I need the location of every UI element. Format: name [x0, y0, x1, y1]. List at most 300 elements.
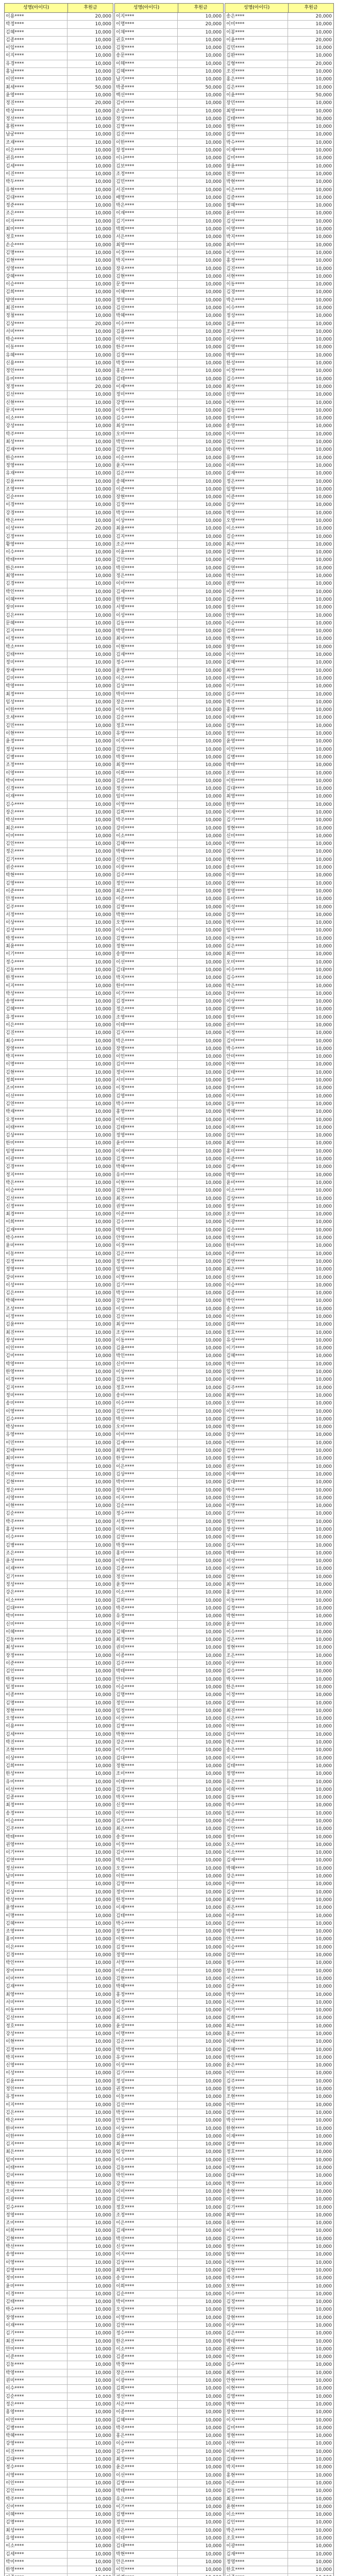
donation-amount: 10,000: [315, 2244, 332, 2250]
table-row: [225, 1487, 333, 1495]
donation-amount: 10,000: [315, 2078, 332, 2084]
table-row: [5, 2464, 113, 2471]
table-row: [5, 1116, 113, 1124]
donor-name: 장미****: [5, 1968, 68, 1975]
donor-name: 강성****: [5, 2030, 68, 2038]
donor-name: 김영****: [5, 880, 68, 887]
donation-amount: 10,000: [95, 1779, 111, 1785]
donor-name: 김재****: [115, 1439, 178, 1447]
donor-name: 김희****: [225, 628, 288, 635]
donation-amount: 10,000: [95, 1866, 111, 1871]
donation-amount: 10,000: [95, 2425, 111, 2431]
donation-amount: 10,000: [315, 2567, 332, 2573]
table-row: [225, 746, 333, 754]
donor-name: 이혜****: [5, 596, 68, 603]
donor-name: 김경****: [225, 289, 288, 296]
donation-amount: 10,000: [315, 510, 332, 516]
donation-amount: 10,000: [95, 2189, 111, 2194]
donation-amount: 10,000: [205, 1550, 222, 1556]
donor-name: 윤성****: [5, 1557, 68, 1565]
table-row: [115, 738, 223, 745]
donation-amount: 10,000: [315, 565, 332, 571]
table-row: [115, 809, 223, 817]
donation-amount: 10,000: [205, 1346, 222, 1351]
donation-amount: 10,000: [95, 802, 111, 807]
table-row: [225, 131, 333, 139]
table-row: [115, 1416, 223, 1423]
table-row: [5, 1865, 113, 1873]
table-row: [5, 13, 113, 21]
donor-name: 박수****: [115, 1100, 178, 1108]
table-row: [225, 565, 333, 572]
donor-name: 서영****: [225, 675, 288, 682]
donor-name: 홍은****: [225, 76, 288, 83]
table-row: [115, 2267, 223, 2275]
donor-name: 이현****: [225, 399, 288, 406]
donation-amount: 10,000: [95, 731, 111, 737]
donation-amount: 10,000: [315, 2441, 332, 2447]
table-row: [115, 683, 223, 690]
table-row: [5, 131, 113, 139]
table-row: [5, 44, 113, 52]
donation-amount: 10,000: [95, 61, 111, 66]
donor-name: 이한****: [5, 706, 68, 714]
donor-name: 김상****: [225, 501, 288, 509]
donation-amount: 10,000: [95, 2346, 111, 2352]
table-row: [225, 1849, 333, 1857]
donor-name: 최미****: [115, 635, 178, 642]
donor-name: 유성****: [225, 1337, 288, 1344]
donor-name: 임은****: [225, 1810, 288, 1817]
donor-name: 서영****: [115, 604, 178, 611]
donation-amount: 10,000: [315, 1157, 332, 1162]
donation-amount: 10,000: [315, 2472, 332, 2478]
donation-amount: 10,000: [315, 479, 332, 484]
donor-name: 이현****: [5, 2038, 68, 2045]
table-row: [115, 328, 223, 336]
donor-name: 오영****: [225, 517, 288, 524]
donation-amount: 10,000: [95, 2536, 111, 2541]
table-row: [5, 1313, 113, 1321]
table-row: [225, 352, 333, 360]
table-row: [225, 139, 333, 147]
table-row: [115, 486, 223, 494]
table-row: [225, 1691, 333, 1699]
table-row: [225, 951, 333, 958]
table-row: [115, 1408, 223, 1416]
donation-amount: 10,000: [315, 825, 332, 831]
donation-amount: 10,000: [315, 2008, 332, 2013]
donation-amount: 10,000: [315, 912, 332, 918]
donation-amount: 10,000: [315, 1385, 332, 1391]
donation-amount: 10,000: [315, 29, 332, 35]
donation-amount: 10,000: [205, 1314, 222, 1319]
table-row: [225, 1423, 333, 1431]
table-row: [5, 1431, 113, 1439]
donation-amount: 10,000: [95, 92, 111, 98]
donation-amount: 10,000: [205, 1716, 222, 1722]
donor-name: 조영****: [115, 1014, 178, 1021]
donor-name: 박혜****: [115, 312, 178, 319]
donation-amount: 10,000: [95, 2008, 111, 2013]
donor-name: 박영****: [225, 1928, 288, 1935]
donor-name: 장성****: [115, 115, 178, 123]
header-amount: 후원금: [304, 5, 318, 10]
donation-amount: 10,000: [205, 873, 222, 878]
donor-name: 박영****: [225, 1172, 288, 1179]
table-row: [5, 399, 113, 407]
table-row: [5, 1849, 113, 1857]
donor-name: 이승****: [5, 1818, 68, 1825]
donor-name: 박선****: [115, 2235, 178, 2243]
table-row: [5, 1731, 113, 1739]
donor-name: 유경****: [5, 60, 68, 67]
table-row: [115, 982, 223, 990]
table-row: [115, 383, 223, 391]
table-row: [115, 2440, 223, 2448]
donation-amount: 10,000: [95, 936, 111, 941]
donor-name: 김수****: [115, 2007, 178, 2014]
donor-name: 김현****: [5, 2235, 68, 2243]
donation-amount: 10,000: [95, 1645, 111, 1651]
donation-amount: 10,000: [205, 2110, 222, 2115]
donation-amount: 10,000: [315, 203, 332, 209]
donation-amount: 10,000: [205, 1913, 222, 1919]
table-row: [115, 1479, 223, 1486]
donor-name: 김영****: [225, 1006, 288, 1013]
table-row: [115, 1857, 223, 1865]
donation-amount: 10,000: [315, 2362, 332, 2368]
donor-name: 조성****: [5, 1306, 68, 1313]
donor-name: 박혜****: [225, 1108, 288, 1115]
table-row: [5, 840, 113, 848]
donor-name: 임영****: [115, 1266, 178, 1273]
donation-amount: 10,000: [315, 952, 332, 957]
donation-amount: 10,000: [205, 1007, 222, 1012]
donation-amount: 10,000: [95, 376, 111, 382]
table-row: [5, 872, 113, 879]
donation-amount: 10,000: [315, 234, 332, 240]
donation-amount: 10,000: [95, 1976, 111, 1981]
donor-name: 김인****: [5, 1668, 68, 1675]
donor-name: 정미****: [115, 1889, 178, 1896]
table-row: [115, 675, 223, 683]
table-row: [115, 1297, 223, 1305]
donor-name: 이성****: [115, 1306, 178, 1313]
table-row: [115, 1234, 223, 1242]
donation-amount: 10,000: [315, 2291, 332, 2297]
table-row: [225, 1959, 333, 1967]
donor-name: 조호****: [225, 2535, 288, 2542]
table-row: [115, 99, 223, 107]
donation-amount: 10,000: [95, 2165, 111, 2171]
donor-name: 김지****: [115, 1818, 178, 1825]
donation-amount: 10,000: [205, 1393, 222, 1398]
table-row: [225, 1786, 333, 1794]
table-row: [225, 911, 333, 919]
donor-name: 장영****: [5, 1045, 68, 1053]
donor-name: 이상****: [115, 517, 178, 524]
donor-name: 윤미****: [225, 210, 288, 217]
donor-name: 김진****: [115, 131, 178, 138]
donation-amount: 10,000: [205, 1629, 222, 1635]
donor-name: 박수****: [5, 1234, 68, 1242]
table-row: [225, 1211, 333, 1218]
table-row: [225, 1841, 333, 1849]
donor-name: 김진****: [5, 1029, 68, 1037]
donation-amount: 10,000: [95, 400, 111, 405]
donation-amount: 10,000: [205, 2544, 222, 2549]
donor-name: 박현****: [225, 856, 288, 863]
table-row: [5, 643, 113, 651]
donor-name: 이정****: [115, 407, 178, 414]
table-row: [225, 1944, 333, 1952]
donor-name: 이승****: [115, 1684, 178, 1691]
donor-name: 정선****: [115, 2393, 178, 2400]
table-row: [225, 1715, 333, 1723]
table-row: [115, 643, 223, 651]
donation-amount: 10,000: [315, 2457, 332, 2463]
donor-name: 정호****: [115, 2204, 178, 2211]
table-row: [5, 202, 113, 210]
table-row: [225, 1700, 333, 1707]
donor-name: 권미****: [225, 1022, 288, 1029]
table-row: [225, 1376, 333, 1384]
table-row: [225, 2417, 333, 2425]
table-row: [115, 2464, 223, 2471]
donation-amount: 10,000: [315, 1353, 332, 1359]
donor-name: 정정****: [5, 383, 68, 391]
donor-name: 김성****: [5, 927, 68, 934]
table-row: [225, 249, 333, 257]
donation-amount: 10,000: [315, 2551, 332, 2557]
donation-amount: 10,000: [205, 999, 222, 1005]
header-name: 성명(아이디): [115, 4, 178, 12]
table-row: [115, 155, 223, 162]
donor-name: 한미****: [5, 1140, 68, 1147]
donation-amount: 10,000: [205, 1653, 222, 1658]
table-row: [115, 2188, 223, 2196]
table-row: [115, 1975, 223, 1983]
table-row: [115, 2330, 223, 2337]
donor-name: 유성****: [115, 2054, 178, 2061]
donation-amount: 10,000: [315, 2528, 332, 2533]
donor-name: 김미****: [225, 1731, 288, 1738]
table-row: [115, 1258, 223, 1266]
donation-amount: 10,000: [315, 1929, 332, 1935]
donor-name: 박성****: [225, 510, 288, 517]
donor-name: 이윤****: [115, 549, 178, 556]
table-row: [225, 218, 333, 226]
table-row: [5, 2409, 113, 2416]
table-row: [5, 1306, 113, 1313]
table-row: [225, 1581, 333, 1589]
donation-amount: 10,000: [95, 1999, 111, 2005]
donation-amount: 10,000: [95, 2118, 111, 2124]
donor-name: 정수****: [5, 2464, 68, 2471]
table-row: [225, 376, 333, 383]
table-row: [115, 1707, 223, 1715]
table-row: [5, 1006, 113, 1013]
donation-amount: 10,000: [315, 2212, 332, 2218]
donation-amount: 10,000: [95, 550, 111, 555]
donation-amount: 10,000: [205, 1282, 222, 1288]
table-row: [115, 2078, 223, 2086]
table-row: [5, 2038, 113, 2046]
table-row: [225, 1416, 333, 1423]
table-row: [5, 943, 113, 951]
donation-amount: 10,000: [315, 2354, 332, 2360]
table-row: [225, 833, 333, 840]
table-row: [225, 2062, 333, 2070]
donor-name: 박인****: [5, 588, 68, 596]
donor-name: 장재****: [5, 667, 68, 674]
table-row: [225, 2385, 333, 2393]
donor-name: 최은****: [225, 541, 288, 548]
table-header: [225, 4, 333, 13]
donation-amount: 10,000: [315, 1724, 332, 1730]
donation-amount: 10,000: [205, 124, 222, 130]
donor-name: 홍현****: [225, 2472, 288, 2479]
donation-amount: 10,000: [95, 2260, 111, 2265]
donor-name: 이승****: [115, 927, 178, 934]
table-row: [5, 1352, 113, 1360]
donor-name: 김보****: [115, 163, 178, 170]
table-row: [115, 793, 223, 801]
donation-amount: 10,000: [95, 1330, 111, 1335]
donation-amount: 10,000: [95, 739, 111, 744]
donation-amount: 10,000: [205, 92, 222, 98]
donation-amount: 10,000: [205, 1527, 222, 1532]
table-row: [115, 1140, 223, 1147]
donation-amount: 10,000: [315, 2197, 332, 2202]
table-row: [225, 1755, 333, 1762]
donor-name: 김주****: [115, 2448, 178, 2455]
donor-name: 유정****: [5, 2093, 68, 2100]
donation-amount: 10,000: [95, 2520, 111, 2526]
donor-name: 홍미****: [115, 1550, 178, 1557]
donor-name: 이영****: [225, 226, 288, 233]
table-row: [115, 1526, 223, 1534]
donation-amount: 10,000: [205, 132, 222, 138]
donor-name: 김지****: [225, 1542, 288, 1549]
donation-amount: 10,000: [95, 912, 111, 918]
donation-amount: 10,000: [95, 2252, 111, 2258]
donation-amount: 10,000: [315, 1464, 332, 1469]
donor-name: 이종****: [115, 895, 178, 903]
donor-name: 이진****: [5, 1471, 68, 1478]
table-row: [115, 572, 223, 580]
table-row: [5, 1337, 113, 1345]
donation-amount: 10,000: [95, 2055, 111, 2060]
table-row: [5, 1605, 113, 1613]
donor-name: 김동****: [5, 967, 68, 974]
donor-name: 박현****: [115, 911, 178, 919]
table-row: [225, 1455, 333, 1463]
donor-name: 장현****: [225, 2409, 288, 2416]
table-row: [5, 1022, 113, 1029]
donation-amount: 10,000: [95, 1621, 111, 1627]
donor-name: 홍성****: [225, 1589, 288, 1596]
table-row: [5, 1069, 113, 1077]
donor-name: 김현****: [225, 2267, 288, 2274]
table-row: [5, 833, 113, 840]
donation-amount: 10,000: [315, 2504, 332, 2510]
donor-name: 박혜****: [5, 2432, 68, 2439]
donor-name: 김영****: [5, 2267, 68, 2274]
table-row: [5, 1077, 113, 1084]
donation-amount: 10,000: [95, 1180, 111, 1185]
donation-amount: 10,000: [95, 2472, 111, 2478]
table-row: [225, 1447, 333, 1455]
donation-amount: 10,000: [205, 2480, 222, 2486]
donation-amount: 10,000: [95, 1834, 111, 1840]
donor-name: 이상****: [115, 2125, 178, 2132]
table-row: [115, 2574, 223, 2576]
donor-name: 이재****: [225, 147, 288, 154]
donor-name: 이성****: [225, 904, 288, 911]
table-row: [5, 1629, 113, 1636]
donor-name: 조미****: [225, 328, 288, 335]
donor-name: 이현****: [5, 730, 68, 737]
donation-amount: 10,000: [315, 2055, 332, 2060]
table-row: [225, 1597, 333, 1605]
donor-name: 이재****: [115, 1904, 178, 1911]
donation-amount: 20,000: [205, 22, 222, 27]
donor-name: 강미****: [115, 825, 178, 832]
table-row: [225, 1179, 333, 1187]
donor-name: 박태****: [225, 2338, 288, 2345]
table-row: [5, 1581, 113, 1589]
donation-amount: 10,000: [205, 337, 222, 343]
donation-amount: 10,000: [315, 2480, 332, 2486]
table-row: [115, 1834, 223, 1841]
table-row: [5, 2353, 113, 2361]
table-row: [115, 801, 223, 809]
donor-name: 김미****: [5, 675, 68, 682]
table-row: [5, 1463, 113, 1471]
donor-name: 이은****: [115, 2219, 178, 2227]
donation-amount: 10,000: [95, 557, 111, 563]
donation-amount: 10,000: [205, 1669, 222, 1674]
donation-amount: 10,000: [205, 1133, 222, 1139]
donation-amount: 10,000: [205, 227, 222, 232]
donation-amount: 50,000: [315, 92, 332, 98]
donor-name: 정선****: [115, 1573, 178, 1581]
donation-amount: 10,000: [315, 2087, 332, 2092]
donor-name: 김주****: [115, 872, 178, 879]
donor-name: 박혜****: [225, 1865, 288, 1872]
donor-name: 박경****: [115, 1542, 178, 1549]
donation-amount: 10,000: [205, 1109, 222, 1115]
table-row: [225, 2535, 333, 2543]
donation-amount: 10,000: [315, 1471, 332, 1477]
donation-amount: 10,000: [315, 2157, 332, 2163]
donation-amount: 10,000: [205, 1818, 222, 1824]
donation-amount: 10,000: [205, 2031, 222, 2037]
donor-name: 김연****: [115, 1534, 178, 1541]
donor-name: 이기****: [5, 1849, 68, 1856]
donor-name: 장은****: [225, 1968, 288, 1975]
table-row: [115, 2338, 223, 2346]
donor-name: 김은****: [115, 1250, 178, 1258]
donation-amount: 10,000: [315, 1574, 332, 1580]
donor-name: 김재****: [5, 1227, 68, 1234]
donor-name: 이현****: [5, 1502, 68, 1510]
donor-name: 유영****: [225, 454, 288, 462]
donor-name: 이동****: [225, 2259, 288, 2266]
table-row: [115, 265, 223, 273]
